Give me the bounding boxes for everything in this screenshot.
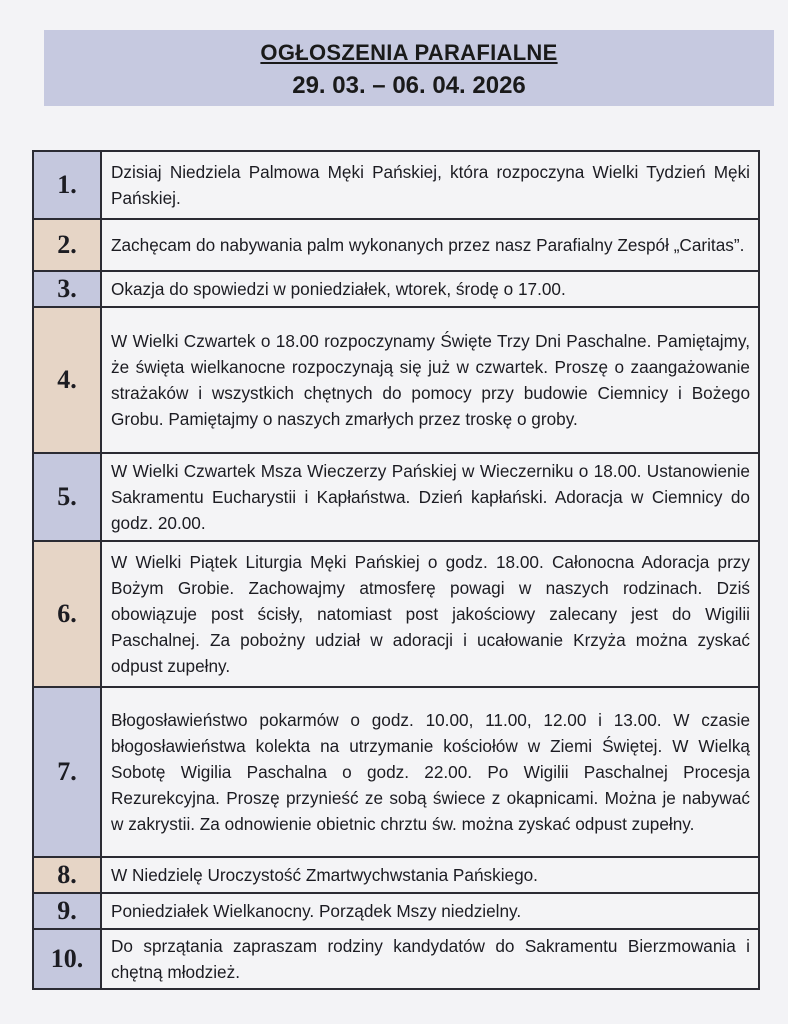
announcement-text: W Wielki Czwartek o 18.00 rozpoczynamy Święte Trzy Dni Paschalne. Pamiętajmy, że święta wielkanocne rozpoczynają się już w czwartek. Proszę o zaangażowanie strażaków i wszystkich chętnych do pomocy przy budowie Ciemnicy i Bożego Grobu. Pamiętajmy o naszych zmarłych przez troskę o groby. bbox=[101, 307, 759, 453]
announcements-table bbox=[32, 150, 760, 990]
announcement-text: Dzisiaj Niedziela Palmowa Męki Pańskiej, która rozpoczyna Wielki Tydzień Męki Pańskiej. bbox=[101, 151, 759, 219]
announcement-text: W Wielki Czwartek Msza Wieczerzy Pańskiej w Wieczerniku o 18.00. Ustanowienie Sakramentu Eucharystii i Kapłaństwa. Dzień kapłański. Adoracja w Ciemnicy do godz. 20.00. bbox=[101, 453, 759, 541]
announcement-row bbox=[33, 929, 759, 989]
announcement-row bbox=[33, 893, 759, 929]
announcement-number: 5. bbox=[33, 453, 101, 541]
announcement-text: Do sprzątania zapraszam rodziny kandydatów do Sakramentu Bierzmowania i chętną młodzież. bbox=[101, 929, 759, 989]
announcement-text: Poniedziałek Wielkanocny. Porządek Mszy niedzielny. bbox=[101, 893, 759, 929]
announcement-number: 3. bbox=[33, 271, 101, 307]
announcement-text: Błogosławieństwo pokarmów o godz. 10.00, 11.00, 12.00 i 13.00. W czasie błogosławieństwa kolekta na utrzymanie kościołów w Ziemi Świętej. W Wielką Sobotę Wigilia Paschalna o godz. 22.00. Po Wigilii Paschalnej Procesja Rezurekcyjna. Proszę przynieść ze sobą świece z okapnicami. Można je nabywać w zakrystii. Za odnowienie obietnic chrztu św. można zyskać odpust zupełny. bbox=[101, 687, 759, 857]
announcement-row bbox=[33, 687, 759, 857]
date-range: 29. 03. – 06. 04. 2026 bbox=[292, 72, 526, 99]
announcement-text: W Niedzielę Uroczystość Zmartwychwstania Pańskiego. bbox=[101, 857, 759, 893]
announcement-row bbox=[33, 307, 759, 453]
announcement-row bbox=[33, 453, 759, 541]
announcement-row bbox=[33, 219, 759, 271]
announcement-number: 9. bbox=[33, 893, 101, 929]
announcement-number: 4. bbox=[33, 307, 101, 453]
page-title: OGŁOSZENIA PARAFIALNE bbox=[260, 40, 558, 65]
announcement-text: Okazja do spowiedzi w poniedziałek, wtorek, środę o 17.00. bbox=[101, 271, 759, 307]
announcement-number: 2. bbox=[33, 219, 101, 271]
announcement-number: 6. bbox=[33, 541, 101, 687]
header-banner bbox=[44, 30, 774, 106]
announcement-row bbox=[33, 151, 759, 219]
announcement-row bbox=[33, 541, 759, 687]
announcement-number: 10. bbox=[33, 929, 101, 989]
announcement-row bbox=[33, 857, 759, 893]
announcement-row bbox=[33, 271, 759, 307]
announcement-number: 8. bbox=[33, 857, 101, 893]
announcement-text: W Wielki Piątek Liturgia Męki Pańskiej o godz. 18.00. Całonocna Adoracja przy Bożym Grobie. Zachowajmy atmosferę powagi w naszych rodzinach. Dziś obowiązuje post ścisły, natomiast post jakościowy zalecany jest do Wigilii Paschalnej. Za pobożny udział w adoracji i ucałowanie Krzyża można zyskać odpust zupełny. bbox=[101, 541, 759, 687]
announcement-text: Zachęcam do nabywania palm wykonanych przez nasz Parafialny Zespół „Caritas”. bbox=[101, 219, 759, 271]
announcement-number: 7. bbox=[33, 687, 101, 857]
announcement-number: 1. bbox=[33, 151, 101, 219]
